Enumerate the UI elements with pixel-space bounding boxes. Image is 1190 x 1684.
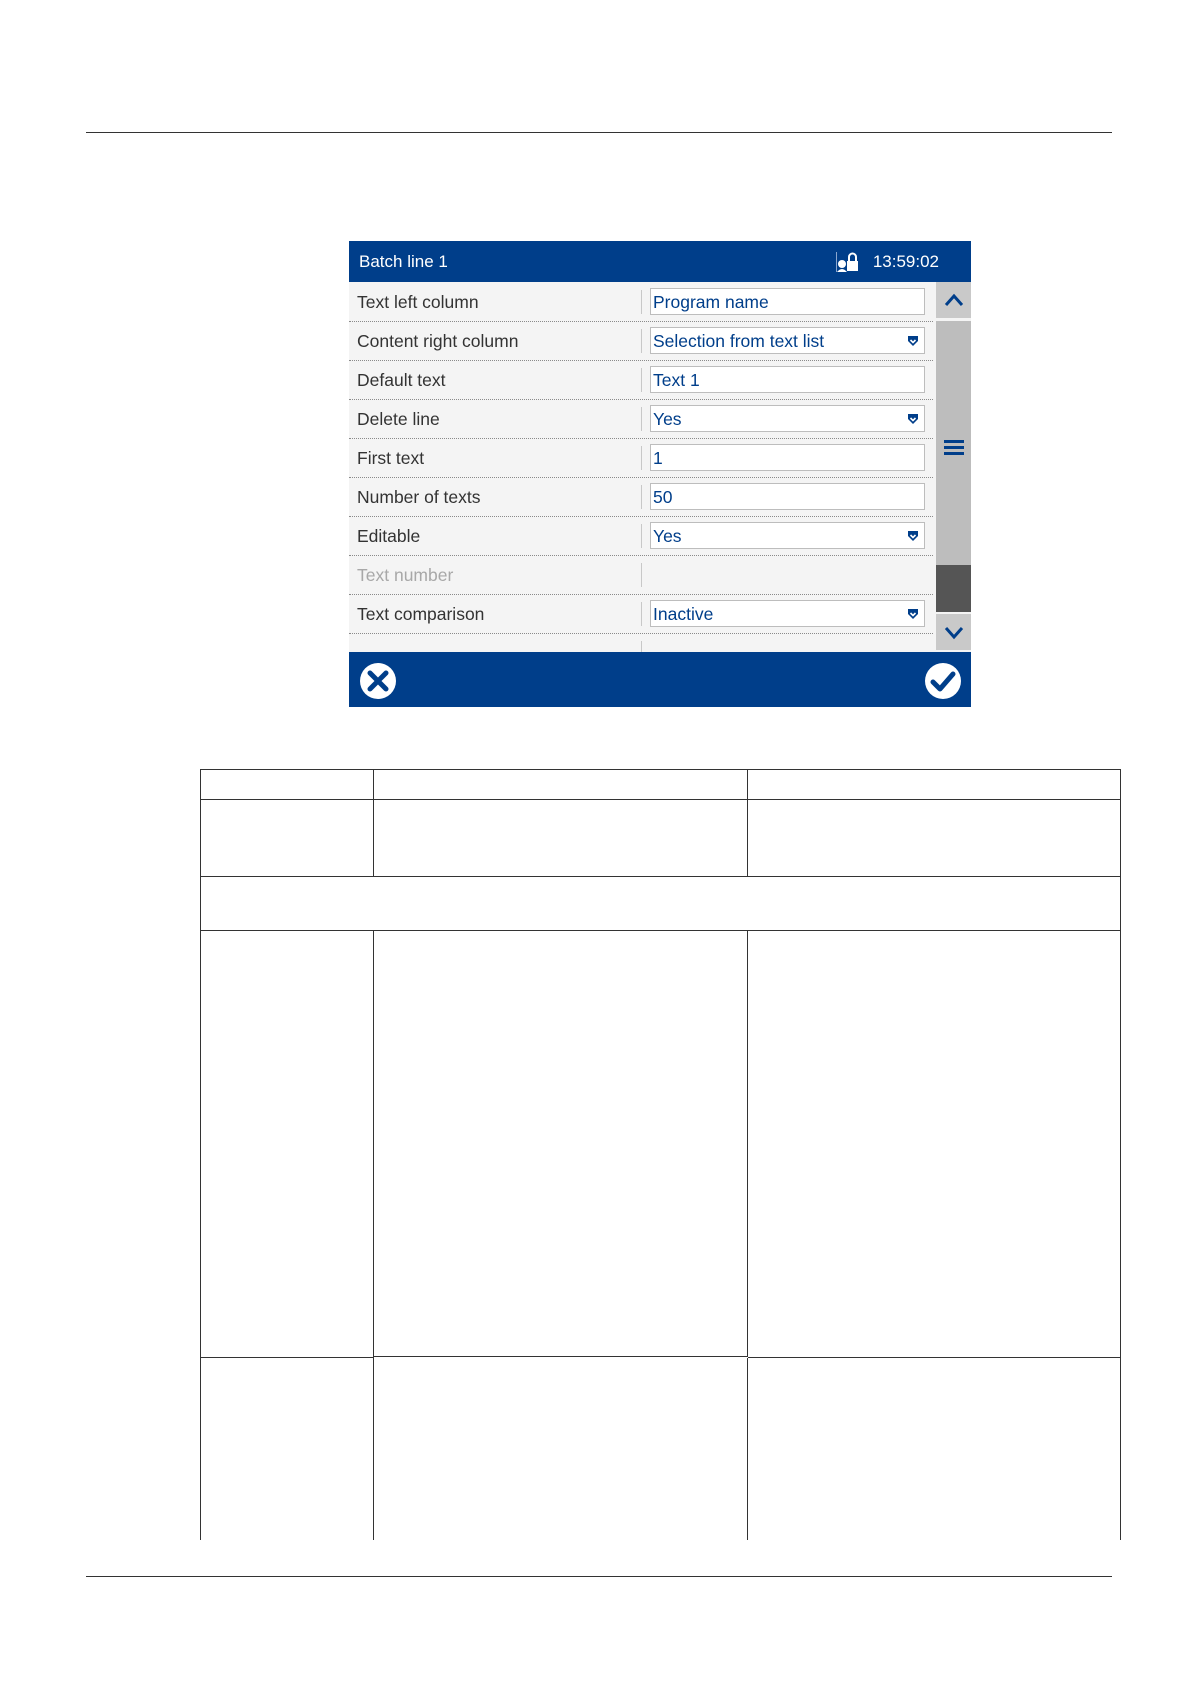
table-cell [201,1358,374,1540]
column-separator [641,641,642,652]
table-cell [201,931,374,1358]
chevron-up-icon [944,293,964,307]
field-value: Yes [653,409,682,429]
table-cell [374,800,748,877]
table-cell [374,930,748,1357]
clock-time: 13:59:02 [872,252,939,271]
default-text-field[interactable] [650,366,925,393]
column-separator [641,563,642,587]
param-label: Text comparison [357,604,485,624]
parameter-list [349,282,933,652]
param-row-partial [349,633,933,652]
param-label: Text left column [357,292,479,312]
confirm-icon[interactable] [924,662,962,700]
param-label: Default text [357,370,446,390]
dropdown-arrow-icon [907,530,919,542]
scroll-down-button[interactable] [936,614,971,650]
column-separator [641,446,642,470]
screen-title: Batch line 1 [359,252,448,271]
content-right-column-select[interactable] [650,327,925,354]
field-value: 1 [653,448,663,468]
editable-select[interactable] [650,522,925,549]
field-value: Selection from text list [653,331,825,351]
number-of-texts-field[interactable] [650,483,925,510]
scroll-up-button[interactable] [936,282,971,318]
param-row-editable [349,516,933,556]
text-left-column-field[interactable] [650,288,925,315]
column-separator [641,602,642,626]
param-row-text-left-column [349,282,933,322]
device-screen [349,241,971,707]
chevron-down-icon [944,626,964,640]
scroll-track[interactable] [936,321,971,603]
column-separator [641,368,642,392]
first-text-field[interactable] [650,444,925,471]
column-separator [641,524,642,548]
param-label: Content right column [357,331,519,351]
field-value: Text 1 [653,370,700,390]
delete-line-select[interactable] [650,405,925,432]
param-row-text-comparison [349,594,933,634]
dropdown-arrow-icon [907,608,919,620]
column-separator [641,290,642,314]
header-rule [86,132,1112,133]
scrollbar[interactable] [933,282,971,652]
column-separator [641,407,642,431]
lock-user-icon [836,251,860,273]
param-row-text-number [349,555,933,595]
table-cell [201,800,374,877]
field-value: Inactive [653,604,714,624]
table-cell [748,930,1121,1358]
param-row-delete-line [349,399,933,439]
param-label: First text [357,448,425,468]
table-header-cell [201,770,374,800]
table-cell [748,1358,1121,1540]
param-label: Text number [357,565,454,585]
param-row-default-text [349,360,933,400]
param-row-first-text [349,438,933,478]
footer-bar [349,652,971,707]
dropdown-arrow-icon [907,335,919,347]
table-header-cell [748,770,1121,800]
param-label: Editable [357,526,421,546]
column-separator [641,485,642,509]
column-separator [641,329,642,353]
scroll-thumb[interactable] [936,565,971,612]
field-value: 50 [653,487,673,507]
param-row-number-of-texts [349,477,933,517]
cancel-icon[interactable] [359,662,397,700]
text-comparison-select[interactable] [650,600,925,627]
title-bar [349,241,971,282]
field-value: Program name [653,292,769,312]
parameter-table [200,769,1121,1540]
table-cell [748,800,1121,877]
param-row-content-right-column [349,321,933,361]
field-value: Yes [653,526,682,546]
table-cell [374,1358,748,1540]
menu-icon [944,439,964,455]
dropdown-arrow-icon [907,413,919,425]
footer-rule [86,1576,1112,1577]
table-header-cell [374,770,748,800]
table-span-cell [201,877,1121,931]
param-label: Number of texts [357,487,481,507]
param-label: Delete line [357,409,440,429]
